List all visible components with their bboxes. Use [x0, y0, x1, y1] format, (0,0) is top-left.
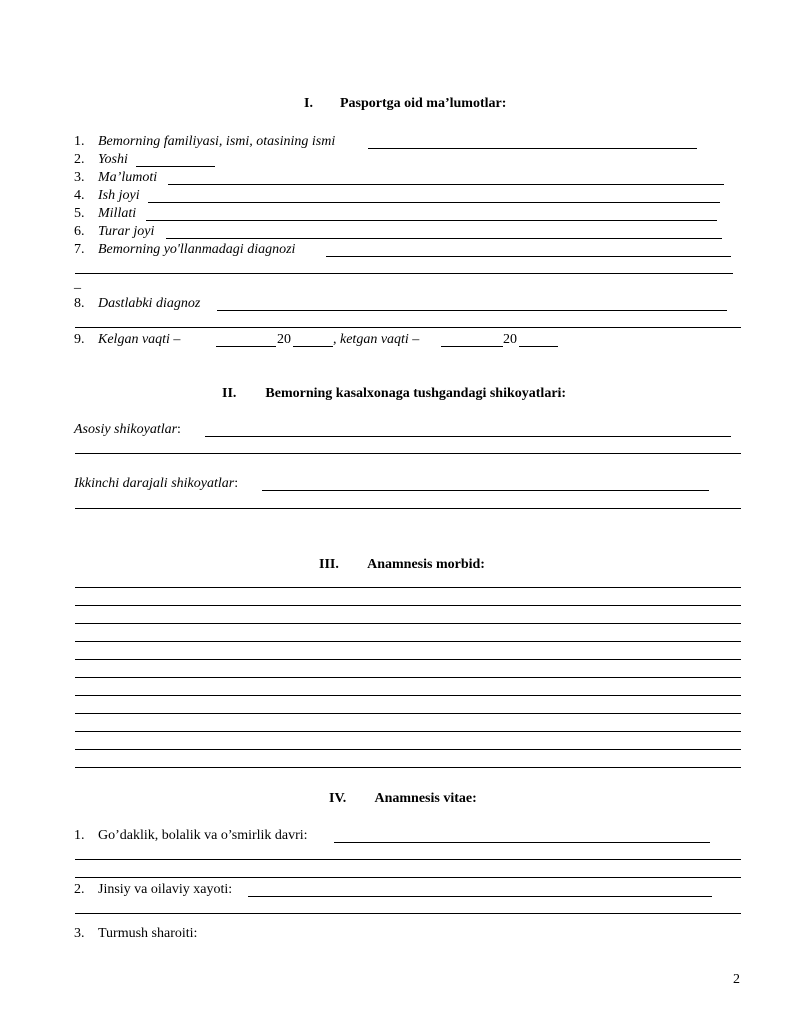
- vitae-item-3: [74, 926, 197, 942]
- departure-date-field[interactable]: [441, 346, 503, 347]
- secondary-complaints-row: [74, 476, 238, 492]
- section-3-roman: III.: [319, 557, 339, 572]
- residence-field[interactable]: [166, 238, 722, 239]
- secondary-complaints-label: Ikkinchi darajali shikoyatlar: [74, 476, 235, 491]
- anamnesis-morbi-line[interactable]: [75, 731, 741, 732]
- item-number: 1.: [74, 828, 85, 843]
- workplace-field[interactable]: [148, 202, 720, 203]
- anamnesis-morbi-line[interactable]: [75, 713, 741, 714]
- section-4-heading: [329, 791, 477, 807]
- main-complaints-field[interactable]: [205, 436, 731, 437]
- item-number: 4.: [74, 188, 85, 203]
- passport-item-3: [74, 170, 157, 186]
- item-number: 8.: [74, 296, 85, 311]
- item-number: 3.: [74, 926, 85, 941]
- referral-diagnosis-label: Bemorning yo'llanmadagi diagnozi: [98, 242, 296, 257]
- family-life-label: Jinsiy va oilaviy xayoti:: [98, 882, 233, 897]
- item-number: 2.: [74, 882, 85, 897]
- initial-diagnosis-field[interactable]: [217, 310, 727, 311]
- main-complaints-row: [74, 422, 181, 438]
- item-number: 5.: [74, 206, 85, 221]
- workplace-label: Ish joyi: [98, 188, 140, 203]
- page-number: 2: [733, 972, 740, 987]
- section-3-heading: [319, 557, 485, 573]
- passport-item-9: [74, 332, 180, 348]
- nationality-label: Millati: [98, 206, 137, 221]
- vitae-item-2: [74, 882, 232, 898]
- colon: :: [234, 476, 239, 491]
- passport-item-4: [74, 188, 140, 204]
- passport-item-8: [74, 296, 200, 312]
- departure-time-label: ketgan vaqti –: [340, 332, 420, 347]
- passport-item-5: [74, 206, 136, 222]
- living-conditions-label: Turmush sharoiti:: [98, 926, 198, 941]
- item-number: 2.: [74, 152, 85, 167]
- family-life-field[interactable]: [248, 896, 712, 897]
- anamnesis-morbi-line[interactable]: [75, 587, 741, 588]
- item-number: 3.: [74, 170, 85, 185]
- secondary-complaints-field-2[interactable]: [75, 508, 741, 509]
- passport-item-1: [74, 134, 335, 150]
- childhood-field-3[interactable]: [75, 877, 741, 878]
- anamnesis-morbi-line[interactable]: [75, 641, 741, 642]
- arrival-date-field[interactable]: [216, 346, 276, 347]
- anamnesis-morbi-line[interactable]: [75, 695, 741, 696]
- full-name-field[interactable]: [368, 148, 697, 149]
- education-field[interactable]: [168, 184, 724, 185]
- anamnesis-morbi-line[interactable]: [75, 767, 741, 768]
- anamnesis-morbi-line[interactable]: [75, 749, 741, 750]
- colon: :: [177, 422, 181, 437]
- referral-diagnosis-field-2[interactable]: [75, 273, 733, 274]
- passport-item-6: [74, 224, 154, 240]
- section-1-heading: [304, 96, 506, 112]
- arrival-year-prefix: 20: [277, 332, 291, 347]
- section-1-title: Pasportga oid ma’lumotlar:: [339, 96, 507, 111]
- passport-item-7: [74, 242, 295, 258]
- anamnesis-morbi-line[interactable]: [75, 677, 741, 678]
- childhood-field[interactable]: [334, 842, 710, 843]
- secondary-complaints-field[interactable]: [262, 490, 709, 491]
- section-1-roman: I.: [304, 96, 313, 111]
- overflow-underscore: _: [74, 276, 81, 291]
- passport-item-2: [74, 152, 128, 168]
- initial-diagnosis-field-2[interactable]: [75, 327, 741, 328]
- residence-label: Turar joyi: [98, 224, 155, 239]
- section-2-title: Bemorning kasalxonaga tushgandagi shikoyatlari:: [265, 386, 567, 401]
- vitae-item-1: [74, 828, 308, 844]
- main-complaints-field-2[interactable]: [75, 453, 741, 454]
- section-4-roman: IV.: [329, 791, 347, 806]
- age-label: Yoshi: [98, 152, 128, 167]
- arrival-year-field[interactable]: [293, 346, 333, 347]
- full-name-label: Bemorning familiyasi, ismi, otasining ismi: [98, 134, 336, 149]
- section-3-title: Anamnesis morbid:: [367, 557, 485, 572]
- section-4-title: Anamnesis vitae:: [374, 791, 477, 806]
- date-separator: ,: [333, 332, 337, 347]
- education-label: Ma’lumoti: [98, 170, 158, 185]
- nationality-field[interactable]: [146, 220, 717, 221]
- anamnesis-morbi-line[interactable]: [75, 659, 741, 660]
- childhood-field-2[interactable]: [75, 859, 741, 860]
- item-number: 9.: [74, 332, 85, 347]
- initial-diagnosis-label: Dastlabki diagnoz: [98, 296, 201, 311]
- arrival-time-label: Kelgan vaqti –: [98, 332, 181, 347]
- main-complaints-label: Asosiy shikoyatlar: [74, 422, 178, 437]
- item-number: 6.: [74, 224, 85, 239]
- section-2-roman: II.: [222, 386, 237, 401]
- family-life-field-2[interactable]: [75, 913, 741, 914]
- departure-year-prefix: 20: [503, 332, 517, 347]
- anamnesis-morbi-line[interactable]: [75, 623, 741, 624]
- section-2-heading: [222, 386, 566, 402]
- childhood-label: Go’daklik, bolalik va o’smirlik davri:: [98, 828, 308, 843]
- item-number: 7.: [74, 242, 85, 257]
- departure-year-field[interactable]: [519, 346, 558, 347]
- anamnesis-morbi-line[interactable]: [75, 605, 741, 606]
- item-number: 1.: [74, 134, 85, 149]
- age-field[interactable]: [136, 166, 215, 167]
- referral-diagnosis-field[interactable]: [326, 256, 731, 257]
